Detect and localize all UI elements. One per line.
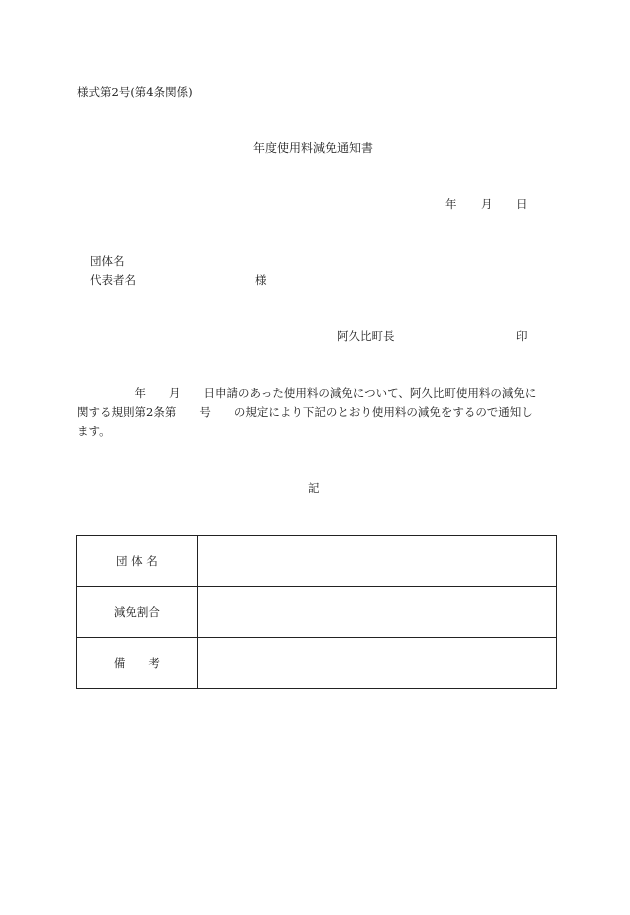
- seal-mark: 印: [516, 329, 528, 343]
- date-month: 月: [481, 197, 493, 211]
- table-row: [77, 587, 557, 638]
- details-table: [76, 535, 557, 689]
- representative-label: 代表者名: [90, 273, 136, 287]
- document-title: 年度使用料減免通知書: [253, 141, 374, 155]
- reduction-rate-cell-value[interactable]: [197, 587, 556, 638]
- table-row: [77, 536, 557, 587]
- org-name-label: 団体名: [90, 254, 125, 268]
- body-line-1: 年 月 日申請のあった使用料の減免について、阿久比町使用料の減免に: [77, 386, 537, 400]
- honorific: 様: [255, 273, 267, 287]
- ki-heading: 記: [308, 481, 320, 495]
- form-number: 様式第2号(第4条関係): [77, 85, 193, 99]
- body-line-2: 関する規則第2条第 号 の規定により下記のとおり使用料の減免をするので通知し: [77, 405, 533, 419]
- remarks-cell-label: 備 考: [77, 638, 198, 689]
- remarks-cell-value[interactable]: [197, 638, 556, 689]
- date-day: 日: [516, 197, 528, 211]
- table-row: [77, 638, 557, 689]
- issuer-name: 阿久比町長: [337, 329, 395, 343]
- org-name-cell-label: 団 体 名: [77, 536, 198, 587]
- date-year: 年: [445, 197, 457, 211]
- reduction-rate-cell-label: 減免割合: [77, 587, 198, 638]
- body-line-3: ます。: [77, 424, 111, 438]
- org-name-cell-value[interactable]: [197, 536, 556, 587]
